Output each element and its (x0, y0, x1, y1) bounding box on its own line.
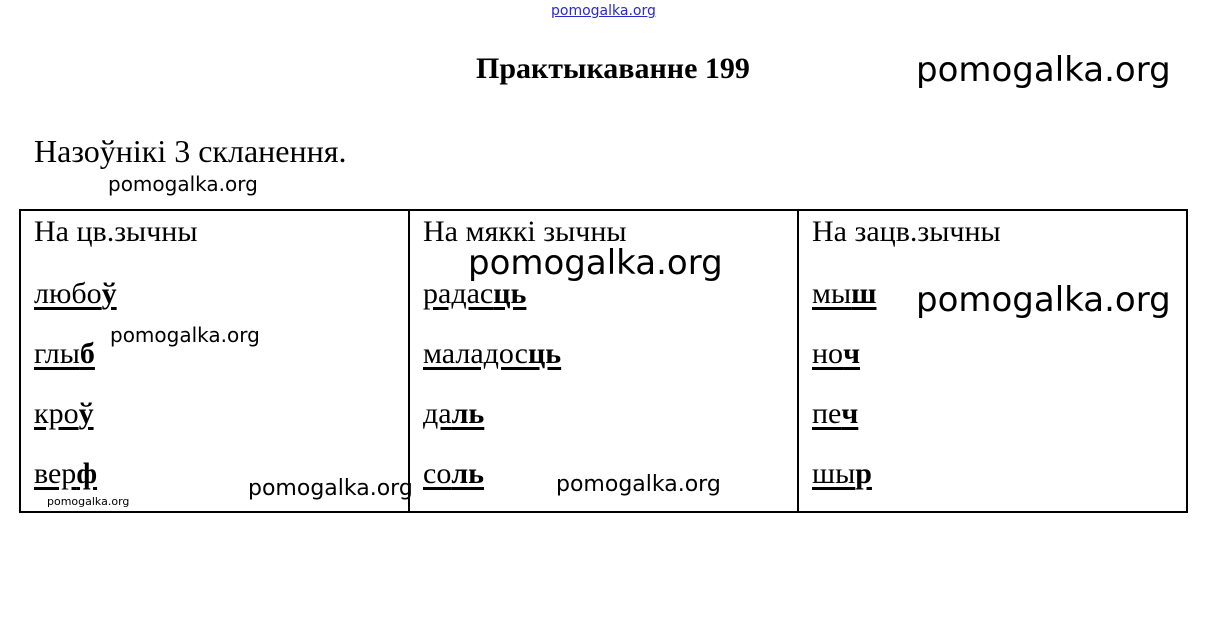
word-ending: ль (451, 457, 485, 490)
watermark: pomogalka.org (916, 280, 1171, 320)
word: глыб (34, 337, 95, 370)
watermark: pomogalka.org (108, 172, 258, 196)
watermark: pomogalka.org (468, 243, 723, 283)
word-ending: б (79, 337, 95, 370)
word: кроў (34, 397, 94, 430)
word-ending: ч (841, 397, 859, 430)
word: маладосць (423, 337, 562, 370)
watermark: pomogalka.org (47, 495, 130, 508)
column-header: На мяккі зычны (423, 215, 627, 248)
task-text: Назоўнікі 3 скланення. (34, 133, 347, 169)
page-title: Практыкаванне 199 (476, 52, 750, 85)
word: любоў (34, 277, 117, 310)
word-ending: р (855, 457, 872, 490)
word: шыр (812, 457, 872, 490)
word-ending: ў (101, 277, 117, 310)
word-ending: ць (493, 277, 527, 310)
word: соль (423, 457, 485, 490)
word-ending: ч (843, 337, 860, 370)
column-hard-consonant (21, 211, 408, 511)
column-hardened-consonant (797, 211, 1186, 511)
word-ending: ць (527, 337, 562, 370)
word-ending: ў (78, 397, 94, 430)
word: ноч (812, 337, 860, 370)
word-ending: ль (451, 397, 485, 430)
column-header: На зацв.зычны (812, 215, 1001, 248)
watermark: pomogalka.org (556, 472, 721, 497)
word-ending: ш (851, 277, 877, 310)
word: мыш (812, 277, 877, 310)
word: даль (423, 397, 485, 430)
word-ending: ф (76, 457, 98, 490)
watermark: pomogalka.org (916, 50, 1171, 90)
column-header: На цв.зычны (34, 215, 198, 248)
word: радасць (423, 277, 527, 310)
watermark-link-top[interactable]: pomogalka.org (551, 3, 656, 19)
word: верф (34, 457, 98, 490)
watermark: pomogalka.org (248, 476, 413, 501)
word: печ (812, 397, 859, 430)
watermark: pomogalka.org (110, 323, 260, 347)
